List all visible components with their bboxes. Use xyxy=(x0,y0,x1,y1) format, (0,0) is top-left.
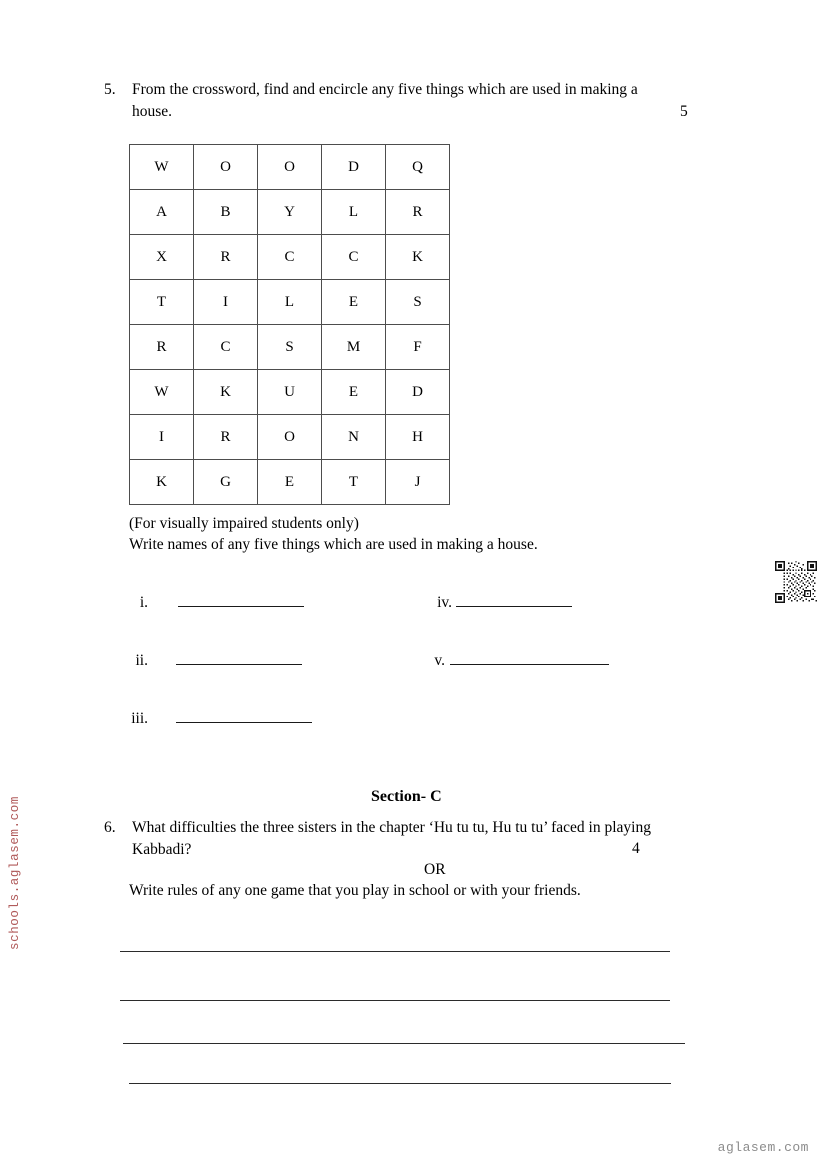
question-5-text-line-1: From the crossword, find and encircle any five things which are used in making a xyxy=(132,81,638,98)
crossword-row xyxy=(130,145,450,190)
question-6-text-line-2: Kabbadi? xyxy=(132,841,192,858)
answer-blank-iv xyxy=(428,592,572,613)
crossword-cell[interactable]: U xyxy=(258,370,322,415)
crossword-cell[interactable]: L xyxy=(258,280,322,325)
answer-writing-line[interactable] xyxy=(129,1083,671,1084)
corner-watermark: aglasem.com xyxy=(717,1140,809,1155)
crossword-cell[interactable]: J xyxy=(386,460,450,505)
question-5-marks: 5 xyxy=(680,103,688,120)
crossword-row xyxy=(130,325,450,370)
crossword-cell[interactable]: T xyxy=(322,460,386,505)
crossword-cell[interactable]: E xyxy=(322,370,386,415)
crossword-cell[interactable]: K xyxy=(194,370,258,415)
crossword-cell[interactable]: S xyxy=(386,280,450,325)
crossword-cell[interactable]: Q xyxy=(386,145,450,190)
crossword-cell[interactable]: K xyxy=(130,460,194,505)
crossword-cell[interactable]: O xyxy=(258,415,322,460)
answer-blank-rule[interactable] xyxy=(456,592,572,607)
answer-writing-line[interactable] xyxy=(123,1043,685,1044)
crossword-cell[interactable]: O xyxy=(258,145,322,190)
crossword-cell[interactable]: R xyxy=(194,415,258,460)
crossword-cell[interactable]: E xyxy=(258,460,322,505)
crossword-cell[interactable]: S xyxy=(258,325,322,370)
answer-writing-line[interactable] xyxy=(120,951,670,952)
section-c-heading-word: Section xyxy=(371,788,421,805)
crossword-cell[interactable]: H xyxy=(386,415,450,460)
answer-blank-label: i. xyxy=(139,594,148,611)
crossword-cell[interactable]: K xyxy=(386,235,450,280)
crossword-row xyxy=(130,415,450,460)
question-5-number: 5. xyxy=(104,81,116,98)
question-5-text-line-2: house. xyxy=(132,103,173,120)
crossword-row xyxy=(130,460,450,505)
qr-code[interactable] xyxy=(775,561,817,603)
crossword-row xyxy=(130,235,450,280)
question-6 xyxy=(104,817,744,861)
crossword-cell[interactable]: L xyxy=(322,190,386,235)
question-6-alternate: Write rules of any one game that you play in school or with your friends. xyxy=(129,882,581,899)
answer-blank-rule[interactable] xyxy=(176,708,312,723)
crossword-cell[interactable]: G xyxy=(194,460,258,505)
side-watermark: schools.aglasem.com xyxy=(8,796,22,950)
crossword-row xyxy=(130,370,450,415)
crossword-cell[interactable]: I xyxy=(130,415,194,460)
visually-impaired-instruction: Write names of any five things which are used in making a house. xyxy=(129,536,538,553)
answer-blank-rule[interactable] xyxy=(176,650,302,665)
crossword-cell[interactable]: I xyxy=(194,280,258,325)
question-6-or-label: OR xyxy=(424,861,446,878)
crossword-cell[interactable]: C xyxy=(194,325,258,370)
answer-blank-label: iv. xyxy=(437,594,452,611)
answer-blank-i xyxy=(126,592,304,613)
crossword-body xyxy=(130,145,450,505)
answer-blank-label: v. xyxy=(434,652,445,669)
crossword-cell[interactable]: N xyxy=(322,415,386,460)
crossword-cell[interactable]: Y xyxy=(258,190,322,235)
crossword-cell[interactable]: B xyxy=(194,190,258,235)
answer-blank-rule[interactable] xyxy=(450,650,609,665)
crossword-cell[interactable]: W xyxy=(130,145,194,190)
crossword-cell[interactable]: R xyxy=(194,235,258,280)
crossword-cell[interactable]: D xyxy=(386,370,450,415)
crossword-cell[interactable]: A xyxy=(130,190,194,235)
crossword-cell[interactable]: R xyxy=(130,325,194,370)
crossword-cell[interactable]: R xyxy=(386,190,450,235)
crossword-cell[interactable]: X xyxy=(130,235,194,280)
answer-blank-v xyxy=(427,650,609,671)
answer-writing-line[interactable] xyxy=(120,1000,670,1001)
crossword-grid xyxy=(129,144,450,505)
crossword-cell[interactable]: O xyxy=(194,145,258,190)
crossword-cell[interactable]: D xyxy=(322,145,386,190)
answer-blank-label: ii. xyxy=(135,652,148,669)
answer-blank-iii xyxy=(114,708,312,729)
crossword-cell[interactable]: W xyxy=(130,370,194,415)
crossword-cell[interactable]: M xyxy=(322,325,386,370)
crossword-cell[interactable]: C xyxy=(322,235,386,280)
question-6-text-line-1: What difficulties the three sisters in the chapter ‘Hu tu tu, Hu tu tu’ faced in playing xyxy=(132,819,651,836)
crossword-cell[interactable]: C xyxy=(258,235,322,280)
visually-impaired-note: (For visually impaired students only) xyxy=(129,515,359,532)
answer-blank-rule[interactable] xyxy=(178,592,304,607)
question-5 xyxy=(104,79,724,123)
question-5-body xyxy=(132,79,638,123)
section-c-heading xyxy=(371,786,442,808)
crossword-row xyxy=(130,280,450,325)
section-c-heading-suffix: - C xyxy=(420,788,442,805)
crossword-cell[interactable]: E xyxy=(322,280,386,325)
answer-blank-ii xyxy=(122,650,302,671)
crossword-cell[interactable]: T xyxy=(130,280,194,325)
question-6-body xyxy=(132,817,651,861)
crossword-row xyxy=(130,190,450,235)
crossword-cell[interactable]: F xyxy=(386,325,450,370)
question-6-marks: 4 xyxy=(632,840,640,857)
answer-blank-label: iii. xyxy=(131,710,148,727)
question-6-number: 6. xyxy=(104,819,116,836)
